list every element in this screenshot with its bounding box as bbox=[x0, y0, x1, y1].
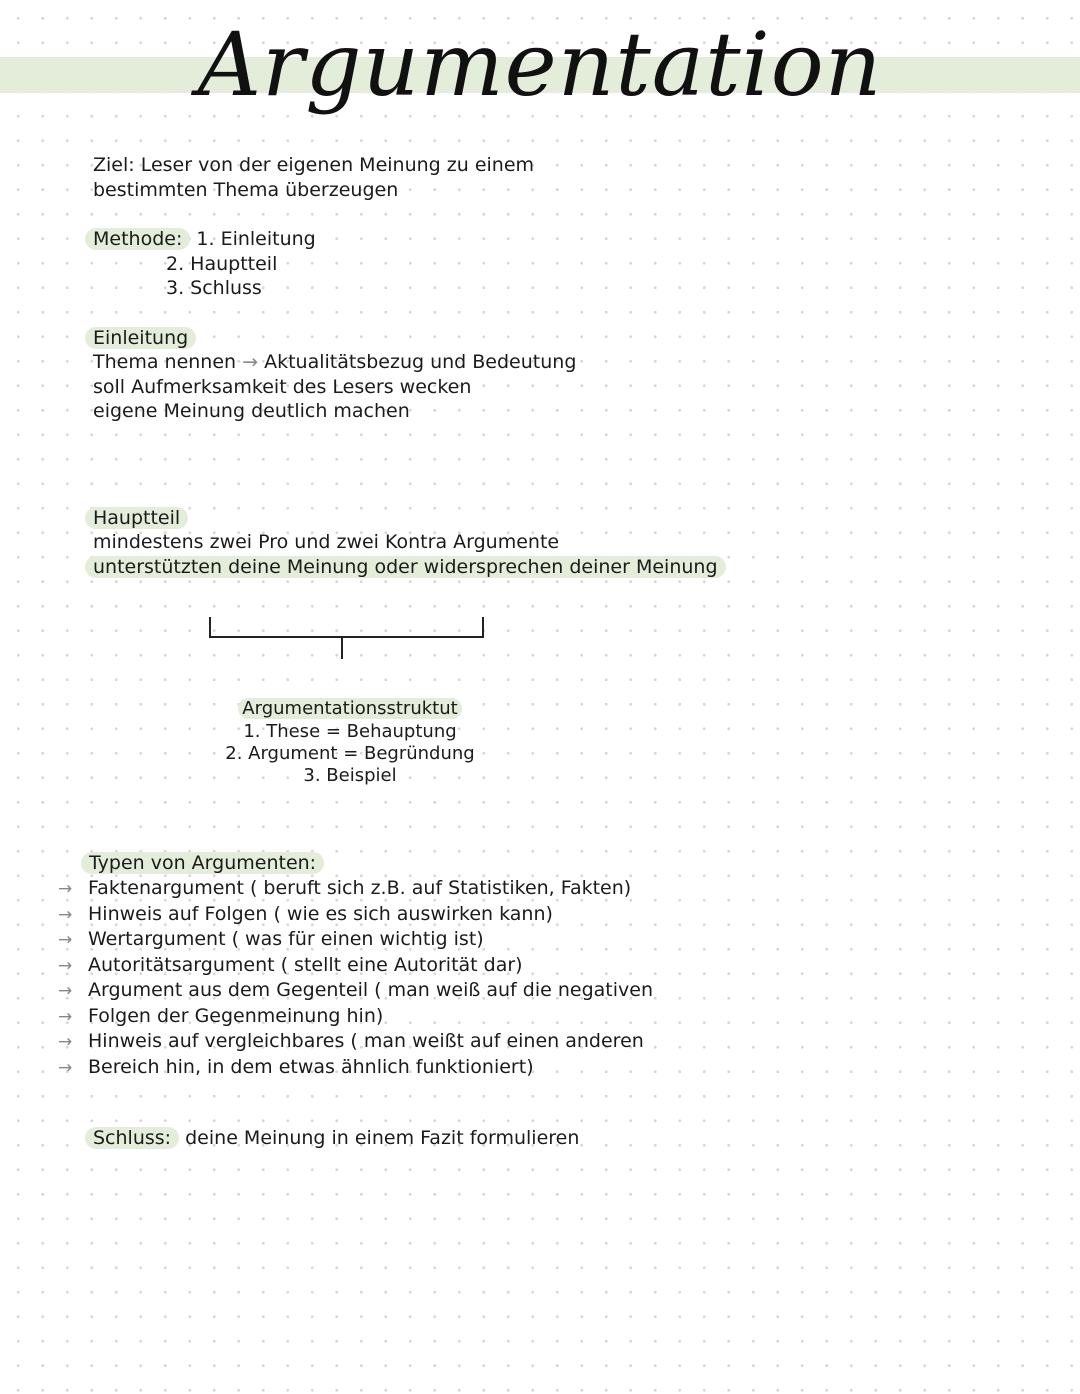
arrow-icon: → bbox=[58, 879, 73, 899]
methode-label: Methode: bbox=[85, 228, 190, 250]
typen-line-6 bbox=[58, 1004, 383, 1029]
hauptteil-line-2-text: unterstützten deine Meinung oder widersprechen deiner Meinung bbox=[85, 556, 726, 578]
hauptteil-line-2 bbox=[93, 555, 726, 579]
bracket-horizontal bbox=[210, 636, 484, 638]
ziel-line-2: bestimmten Thema überzeugen bbox=[93, 179, 399, 201]
typen-text-7: Hinweis auf vergleichbares ( man weißt auf einen anderen bbox=[88, 1030, 644, 1052]
methode-item-2: 2. Hauptteil bbox=[166, 253, 278, 275]
typen-text-1: Faktenargument ( beruft sich z.B. auf Statistiken, Fakten) bbox=[88, 877, 632, 899]
einleitung-line-3: eigene Meinung deutlich machen bbox=[93, 400, 410, 422]
schluss-label: Schluss: bbox=[85, 1127, 179, 1149]
hauptteil-heading-text: Hauptteil bbox=[85, 507, 188, 529]
typen-line-8 bbox=[58, 1055, 534, 1080]
typen-text-6: Folgen der Gegenmeinung hin) bbox=[88, 1005, 384, 1027]
ziel-label: Ziel: bbox=[93, 154, 135, 176]
arrow-icon: → bbox=[58, 905, 73, 925]
methode-item-3: 3. Schluss bbox=[166, 277, 262, 299]
bracket-right bbox=[482, 617, 484, 638]
typen-line-2 bbox=[58, 902, 553, 927]
hauptteil-line-1: mindestens zwei Pro und zwei Kontra Argumente bbox=[93, 531, 560, 553]
typen-text-4: Autoritätsargument ( stellt eine Autorität dar) bbox=[88, 954, 523, 976]
hauptteil-heading bbox=[93, 506, 188, 530]
typen-line-7 bbox=[58, 1029, 644, 1054]
struktur-item-2: 2. Argument = Begründung bbox=[225, 743, 475, 764]
ziel-text-1: Leser von der eigenen Meinung zu einem bbox=[140, 154, 535, 176]
typen-text-8: Bereich hin, in dem etwas ähnlich funktioniert) bbox=[88, 1056, 534, 1078]
typen-line-1 bbox=[58, 876, 631, 901]
arrow-icon: → bbox=[58, 930, 73, 950]
einleitung-aktualitaet: Aktualitätsbezug und Bedeutung bbox=[264, 351, 577, 373]
struktur-item-1: 1. These = Behauptung bbox=[243, 721, 457, 742]
einleitung-thema: Thema nennen bbox=[93, 351, 237, 373]
typen-heading-text: Typen von Argumenten: bbox=[81, 852, 324, 874]
struktur-item-3: 3. Beispiel bbox=[303, 765, 397, 786]
typen-text-5: Argument aus dem Gegenteil ( man weiß auf die negativen bbox=[88, 979, 653, 1001]
arrow-icon: → bbox=[58, 1032, 73, 1052]
struktur-heading-text: Argumentationsstruktut bbox=[238, 698, 461, 719]
methode-item-1: 1. Einleitung bbox=[196, 228, 316, 250]
typen-line-4 bbox=[58, 953, 523, 978]
einleitung-line-2: soll Aufmerksamkeit des Lesers wecken bbox=[93, 376, 472, 398]
page-title: Argumentation bbox=[197, 13, 883, 116]
typen-line-3 bbox=[58, 927, 484, 952]
einleitung-line-1 bbox=[93, 350, 576, 374]
bracket-left bbox=[209, 617, 211, 638]
bracket-stem bbox=[341, 637, 343, 659]
schluss-line bbox=[93, 1126, 579, 1150]
einleitung-heading bbox=[93, 326, 196, 350]
arrow-icon: → bbox=[58, 956, 73, 976]
ziel-line-1 bbox=[93, 153, 534, 177]
arrow-icon: → bbox=[242, 351, 259, 373]
typen-line-5 bbox=[58, 978, 653, 1003]
methode-line-1 bbox=[93, 227, 316, 251]
typen-heading bbox=[89, 851, 324, 875]
typen-text-2: Hinweis auf Folgen ( wie es sich auswirken kann) bbox=[88, 903, 553, 925]
arrow-icon: → bbox=[58, 981, 73, 1001]
schluss-text: deine Meinung in einem Fazit formulieren bbox=[185, 1127, 580, 1149]
einleitung-heading-text: Einleitung bbox=[85, 327, 196, 349]
typen-text-3: Wertargument ( was für einen wichtig ist) bbox=[88, 928, 484, 950]
arrow-icon: → bbox=[58, 1058, 73, 1078]
arrow-icon: → bbox=[58, 1007, 73, 1027]
struktur-heading bbox=[200, 698, 500, 720]
